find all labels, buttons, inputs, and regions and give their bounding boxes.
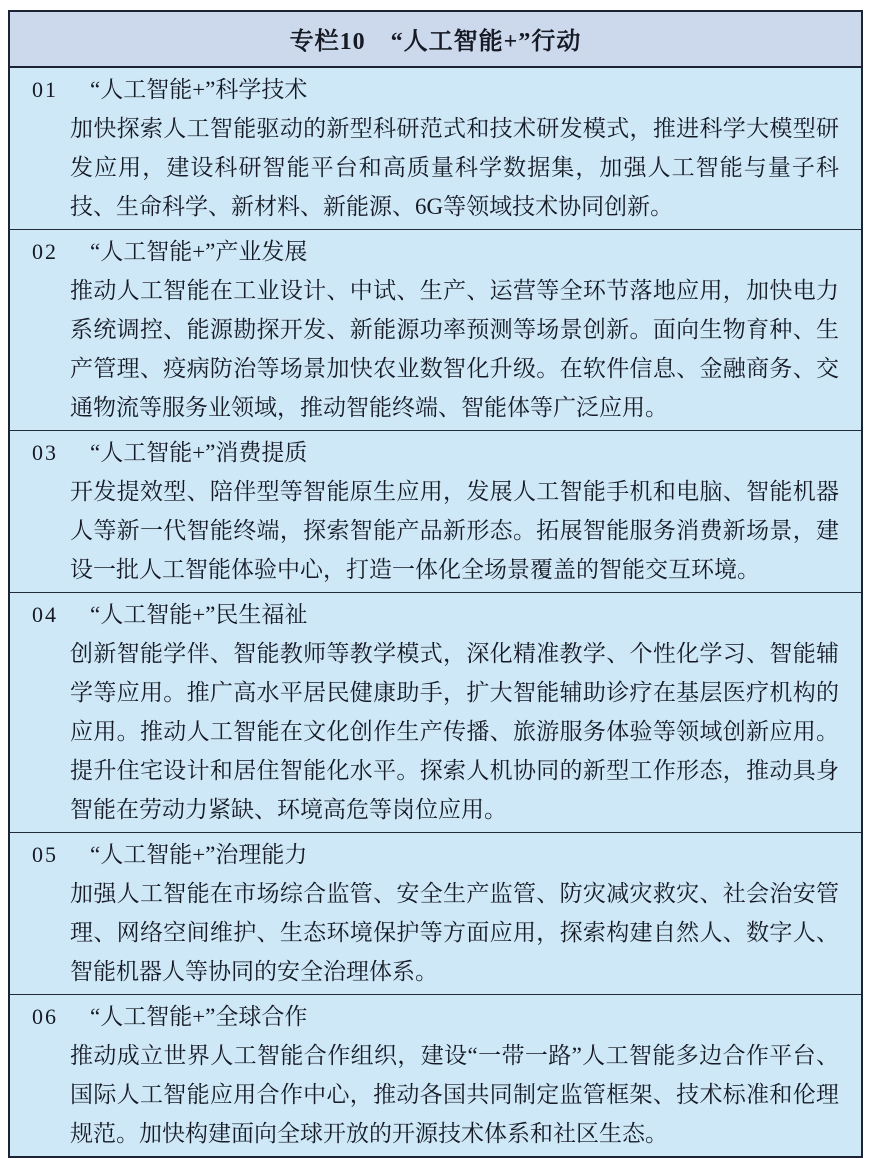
section-heading: “人工智能+”全球合作	[90, 1004, 308, 1029]
section-body: 推动人工智能在工业设计、中试、生产、运营等全环节落地应用，加快电力系统调控、能源勘探开发、新能源功率预测等场景创新。面向生物育种、生产管理、疫病防治等场景加快农业数智化升级。在软件信息、金融商务、交通物流等服务业领域，推动智能终端、智能体等广泛应用。	[70, 278, 839, 420]
section-body: 创新智能学伴、智能教师等教学模式，深化精准教学、个性化学习、智能辅学等应用。推广高水平居民健康助手，扩大智能辅助诊疗在基层医疗机构的应用。推动人工智能在文化创作生产传播、旅游服务体验等领域创新应用。提升住宅设计和居住智能化水平。探索人机协同的新型工作形态，推动具身智能在劳动力紧缺、环境高危等岗位应用。	[70, 641, 839, 822]
section-item	[10, 593, 861, 833]
section-heading: “人工智能+”产业发展	[90, 239, 308, 264]
section-head	[32, 70, 839, 109]
section-item	[10, 431, 861, 593]
section-number: 01	[32, 77, 58, 102]
column-box-header	[10, 12, 861, 68]
section-item	[10, 995, 861, 1156]
section-number: 05	[32, 842, 58, 867]
section-number: 03	[32, 440, 58, 465]
section-item	[10, 230, 861, 431]
section-head	[32, 232, 839, 271]
section-heading: “人工智能+”消费提质	[90, 440, 308, 465]
section-number: 04	[32, 602, 58, 627]
column-box	[8, 10, 863, 1158]
section-head	[32, 997, 839, 1036]
column-box-sections	[10, 68, 861, 1156]
section-item	[10, 68, 861, 230]
section-head	[32, 433, 839, 472]
section-number: 02	[32, 239, 58, 264]
section-heading: “人工智能+”科学技术	[90, 77, 308, 102]
section-body: 加强人工智能在市场综合监管、安全生产监管、防灾减灾救灾、社会治安管理、网络空间维护、生态环境保护等方面应用，探索构建自然人、数字人、智能机器人等协同的安全治理体系。	[70, 881, 839, 984]
section-body: 开发提效型、陪伴型等智能原生应用，发展人工智能手机和电脑、智能机器人等新一代智能终端，探索智能产品新形态。拓展智能服务消费新场景，建设一批人工智能体验中心，打造一体化全场景覆盖的智能交互环境。	[70, 479, 839, 582]
section-head	[32, 595, 839, 634]
section-number: 06	[32, 1004, 58, 1029]
section-head	[32, 835, 839, 874]
section-heading: “人工智能+”治理能力	[90, 842, 308, 867]
column-box-title: 专栏10 “人工智能+”行动	[289, 29, 582, 55]
section-body: 推动成立世界人工智能合作组织，建设“一带一路”人工智能多边合作平台、国际人工智能应用合作中心，推动各国共同制定监管框架、技术标准和伦理规范。加快构建面向全球开放的开源技术体系和社区生态。	[70, 1043, 839, 1146]
section-body: 加快探索人工智能驱动的新型科研范式和技术研发模式，推进科学大模型研发应用，建设科研智能平台和高质量科学数据集，加强人工智能与量子科技、生命科学、新材料、新能源、6G等领域技术协同创新。	[70, 116, 839, 219]
section-item	[10, 833, 861, 995]
section-heading: “人工智能+”民生福祉	[90, 602, 308, 627]
